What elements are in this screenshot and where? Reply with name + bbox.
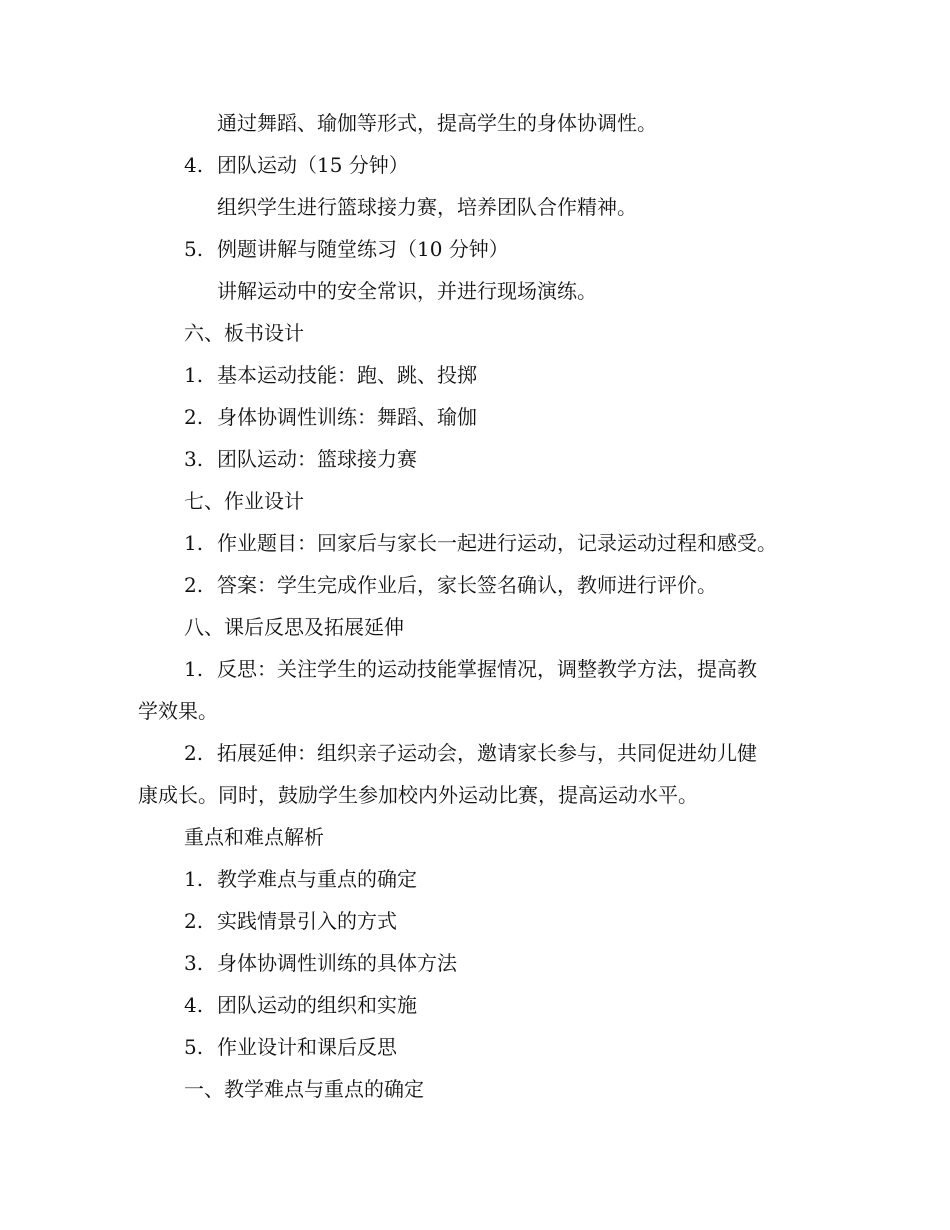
list-number: 1. <box>184 657 204 681</box>
list-item-text: 团队运动的组织和实施 <box>217 993 417 1017</box>
list-item-text: 作业设计和课后反思 <box>217 1035 397 1059</box>
list-item <box>184 362 477 388</box>
list-item <box>184 236 509 262</box>
section-heading: 八、课后反思及拓展延伸 <box>184 615 404 639</box>
list-item-text: 团队运动（15 分钟） <box>217 153 409 177</box>
list-number: 4. <box>184 993 204 1017</box>
list-item-text: 基本运动技能：跑、跳、投掷 <box>217 363 477 387</box>
list-item-text: 答案：学生完成作业后，家长签名确认，教师进行评价。 <box>217 573 717 597</box>
section-heading: 六、板书设计 <box>184 321 304 345</box>
list-number: 5. <box>184 1035 204 1059</box>
list-number: 3. <box>184 447 204 471</box>
list-item <box>184 530 777 556</box>
list-item-text: 身体协调性训练的具体方法 <box>217 951 457 975</box>
list-item-text: 例题讲解与随堂练习（10 分钟） <box>217 237 509 261</box>
list-item-text: 实践情景引入的方式 <box>217 909 397 933</box>
list-item <box>184 404 477 430</box>
list-item <box>184 1034 397 1060</box>
list-item <box>184 866 417 892</box>
list-item <box>184 950 457 976</box>
section-heading: 七、作业设计 <box>184 489 304 513</box>
paragraph-continuation: 学效果。 <box>138 699 218 723</box>
list-item <box>184 446 417 472</box>
section-heading: 重点和难点解析 <box>184 825 324 849</box>
list-number: 3. <box>184 951 204 975</box>
section-heading: 一、教学难点与重点的确定 <box>184 1077 424 1101</box>
paragraph-continuation: 康成长。同时，鼓励学生参加校内外运动比赛，提高运动水平。 <box>138 783 698 807</box>
list-number: 2. <box>184 573 204 597</box>
paragraph-line: 通过舞蹈、瑜伽等形式，提高学生的身体协调性。 <box>217 111 657 135</box>
list-number: 1. <box>184 363 204 387</box>
list-item-text: 拓展延伸：组织亲子运动会，邀请家长参与，共同促进幼儿健 <box>217 741 757 765</box>
list-number: 4. <box>184 153 204 177</box>
list-item <box>184 908 397 934</box>
list-number: 2. <box>184 405 204 429</box>
list-item-text: 作业题目：回家后与家长一起进行运动，记录运动过程和感受。 <box>217 531 777 555</box>
list-item-text: 反思：关注学生的运动技能掌握情况，调整教学方法，提高教 <box>217 657 757 681</box>
list-item <box>184 152 409 178</box>
paragraph-line: 组织学生进行篮球接力赛，培养团队合作精神。 <box>217 195 637 219</box>
list-item-text: 身体协调性训练：舞蹈、瑜伽 <box>217 405 477 429</box>
list-item <box>184 656 757 682</box>
list-number: 1. <box>184 867 204 891</box>
list-number: 2. <box>184 741 204 765</box>
list-number: 2. <box>184 909 204 933</box>
list-item <box>184 992 417 1018</box>
list-number: 5. <box>184 237 204 261</box>
list-item-text: 教学难点与重点的确定 <box>217 867 417 891</box>
list-item-text: 团队运动：篮球接力赛 <box>217 447 417 471</box>
paragraph-line: 讲解运动中的安全常识，并进行现场演练。 <box>217 279 597 303</box>
list-item <box>184 572 717 598</box>
list-number: 1. <box>184 531 204 555</box>
list-item <box>184 740 757 766</box>
